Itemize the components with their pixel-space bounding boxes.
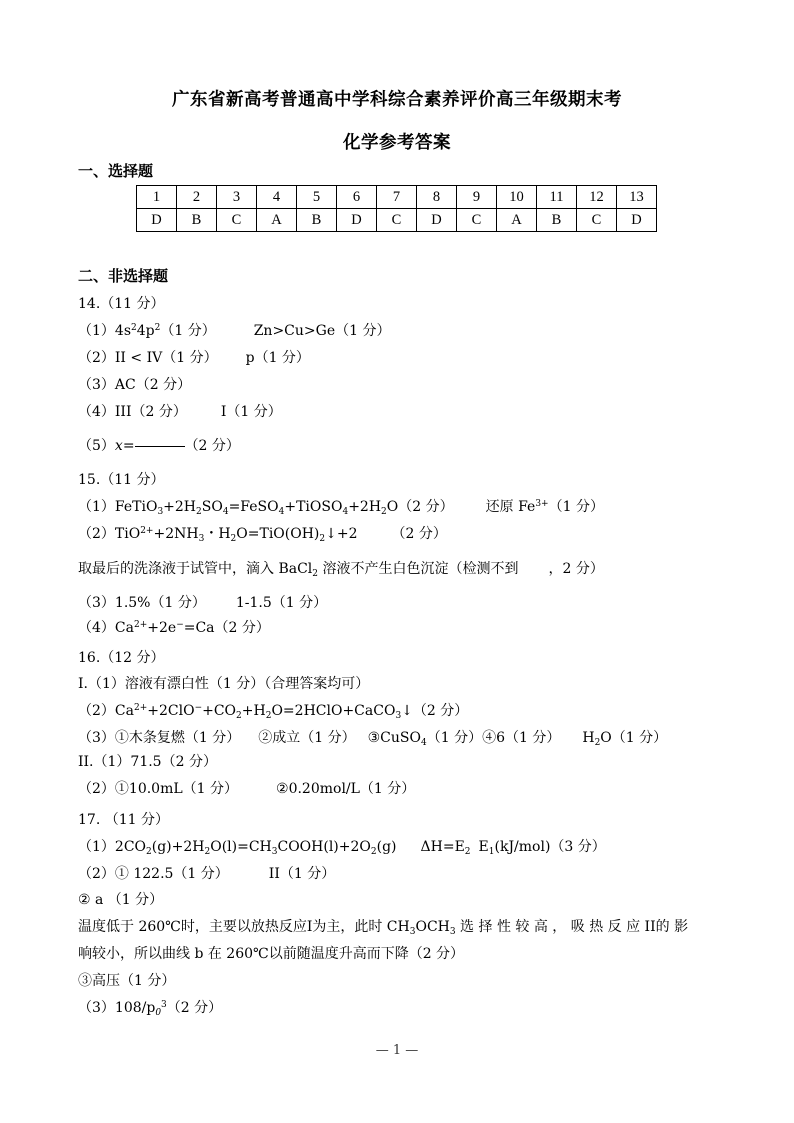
q16-line-2: $(2)Ca^{2+}+2ClO^-+CO_2+H_2O=2HClO+CaCO_3↓(2$ 分） — [78, 703, 469, 721]
q17-heading: 17. （11 分） — [78, 812, 169, 828]
table-cell: 9 — [457, 186, 497, 209]
q14-line-1: $(1)4s^24p^2(1$ 分） Zn>Cu>Ge（1 分） — [78, 323, 391, 339]
q17-line-6: ③高压（1 分） — [78, 973, 176, 989]
table-cell: B — [177, 209, 217, 232]
table-cell: 4 — [257, 186, 297, 209]
fraction-bar — [135, 446, 185, 447]
q15-line-1: $(1)FeTiO_3+2H_2SO_4=FeSO_4+TiOSO_4+2H_2O(2$ 分） 还原 $Fe^{3+}(1$ 分） — [78, 499, 604, 517]
table-cell: 11 — [537, 186, 577, 209]
section-heading-choice: 一、选择题 — [78, 162, 154, 180]
q17-line-4: 温度低于 260℃时，主要以放热反应I为主，此时 $CH_3OCH_3$ 选 择 性 较 高 ， 吸 热 反 应 II的 影 — [78, 919, 689, 937]
q16-line-3: （3）①木条复燃（1 分） ②成立（1 分） ③CuSO$_4$（1 分）④6（1 分） $H_2O(1$ 分） — [78, 730, 668, 748]
q14-line-5: （5）x= （2 分） — [78, 438, 240, 454]
q14-line-4: （4）III（2 分） I（1 分） — [78, 404, 282, 420]
table-cell: 3 — [217, 186, 257, 209]
table-cell: 12 — [577, 186, 617, 209]
q14-heading: 14.（11 分） — [78, 296, 165, 312]
q15-line-2: $(2)TiO^{2+}+2NH_3$・$H_2O=TiO(OH)_2↓+2$ （2 分） — [78, 526, 447, 544]
table-cell: A — [497, 209, 537, 232]
q16-heading: 16.（12 分） — [78, 650, 165, 666]
q17-line-3: ② a （1 分） — [78, 892, 164, 908]
q14-line-2: （2）II < IV（1 分） p（1 分） — [78, 350, 310, 366]
q17-line-5: 响较小，所以曲线 b 在 260℃以前随温度升高而下降（2 分） — [78, 946, 465, 962]
document-subtitle: 化学参考答案 — [343, 133, 451, 153]
table-cell: B — [537, 209, 577, 232]
table-cell: 8 — [417, 186, 457, 209]
table-cell: C — [457, 209, 497, 232]
table-row-numbers — [137, 186, 657, 209]
table-cell: 2 — [177, 186, 217, 209]
q15-line-5: $(4)Ca^{2+}+2e^-=Ca(2$ 分） — [78, 620, 270, 636]
q15-heading: 15.（11 分） — [78, 472, 165, 488]
q15-line-4: （3）1.5%（1 分） 1-1.5（1 分） — [78, 595, 328, 611]
document-title: 广东省新高考普通高中学科综合素养评价高三年级期末考 — [172, 90, 622, 110]
table-cell: 6 — [337, 186, 377, 209]
q17-line-7: $(3)108/p_0^3(2$ 分） — [78, 1000, 223, 1018]
table-cell: 13 — [617, 186, 657, 209]
table-cell: 1 — [137, 186, 177, 209]
section-heading-nonchoice: 二、非选择题 — [78, 267, 169, 285]
table-cell: D — [337, 209, 377, 232]
table-cell: B — [297, 209, 337, 232]
table-cell: C — [377, 209, 417, 232]
q15-line-3: 取最后的洗涤液于试管中，滴入 BaCl$_2$ 溶液不产生白色沉淀（检测不到 ，2 分） — [78, 561, 604, 579]
table-cell: D — [417, 209, 457, 232]
q16-line-1: I.（1）溶液有漂白性（1 分）（合理答案均可） — [78, 676, 370, 692]
answer-table — [136, 185, 657, 232]
table-cell: C — [217, 209, 257, 232]
table-cell: 7 — [377, 186, 417, 209]
q16-line-5: （2）①10.0mL（1 分） ②0.20mol/L（1 分） — [78, 781, 416, 797]
table-cell: 10 — [497, 186, 537, 209]
table-cell: A — [257, 209, 297, 232]
table-cell: D — [617, 209, 657, 232]
q17-line-1: $(1)2CO_2(g)+2H_2O(l)=CH_3COOH(l)+2O_2(g)$ $\Delta H=E_2$ $E_1(kJ/mol)(3$ 分） — [78, 839, 606, 857]
q14-line-3: （3）AC（2 分） — [78, 377, 192, 393]
table-cell: 5 — [297, 186, 337, 209]
table-row-answers — [137, 209, 657, 232]
q16-line-4: II.（1）71.5（2 分） — [78, 754, 217, 770]
q17-line-2: （2）① 122.5（1 分） II（1 分） — [78, 866, 336, 882]
table-cell: D — [137, 209, 177, 232]
page-number: — 1 — — [375, 1043, 419, 1058]
table-cell: C — [577, 209, 617, 232]
